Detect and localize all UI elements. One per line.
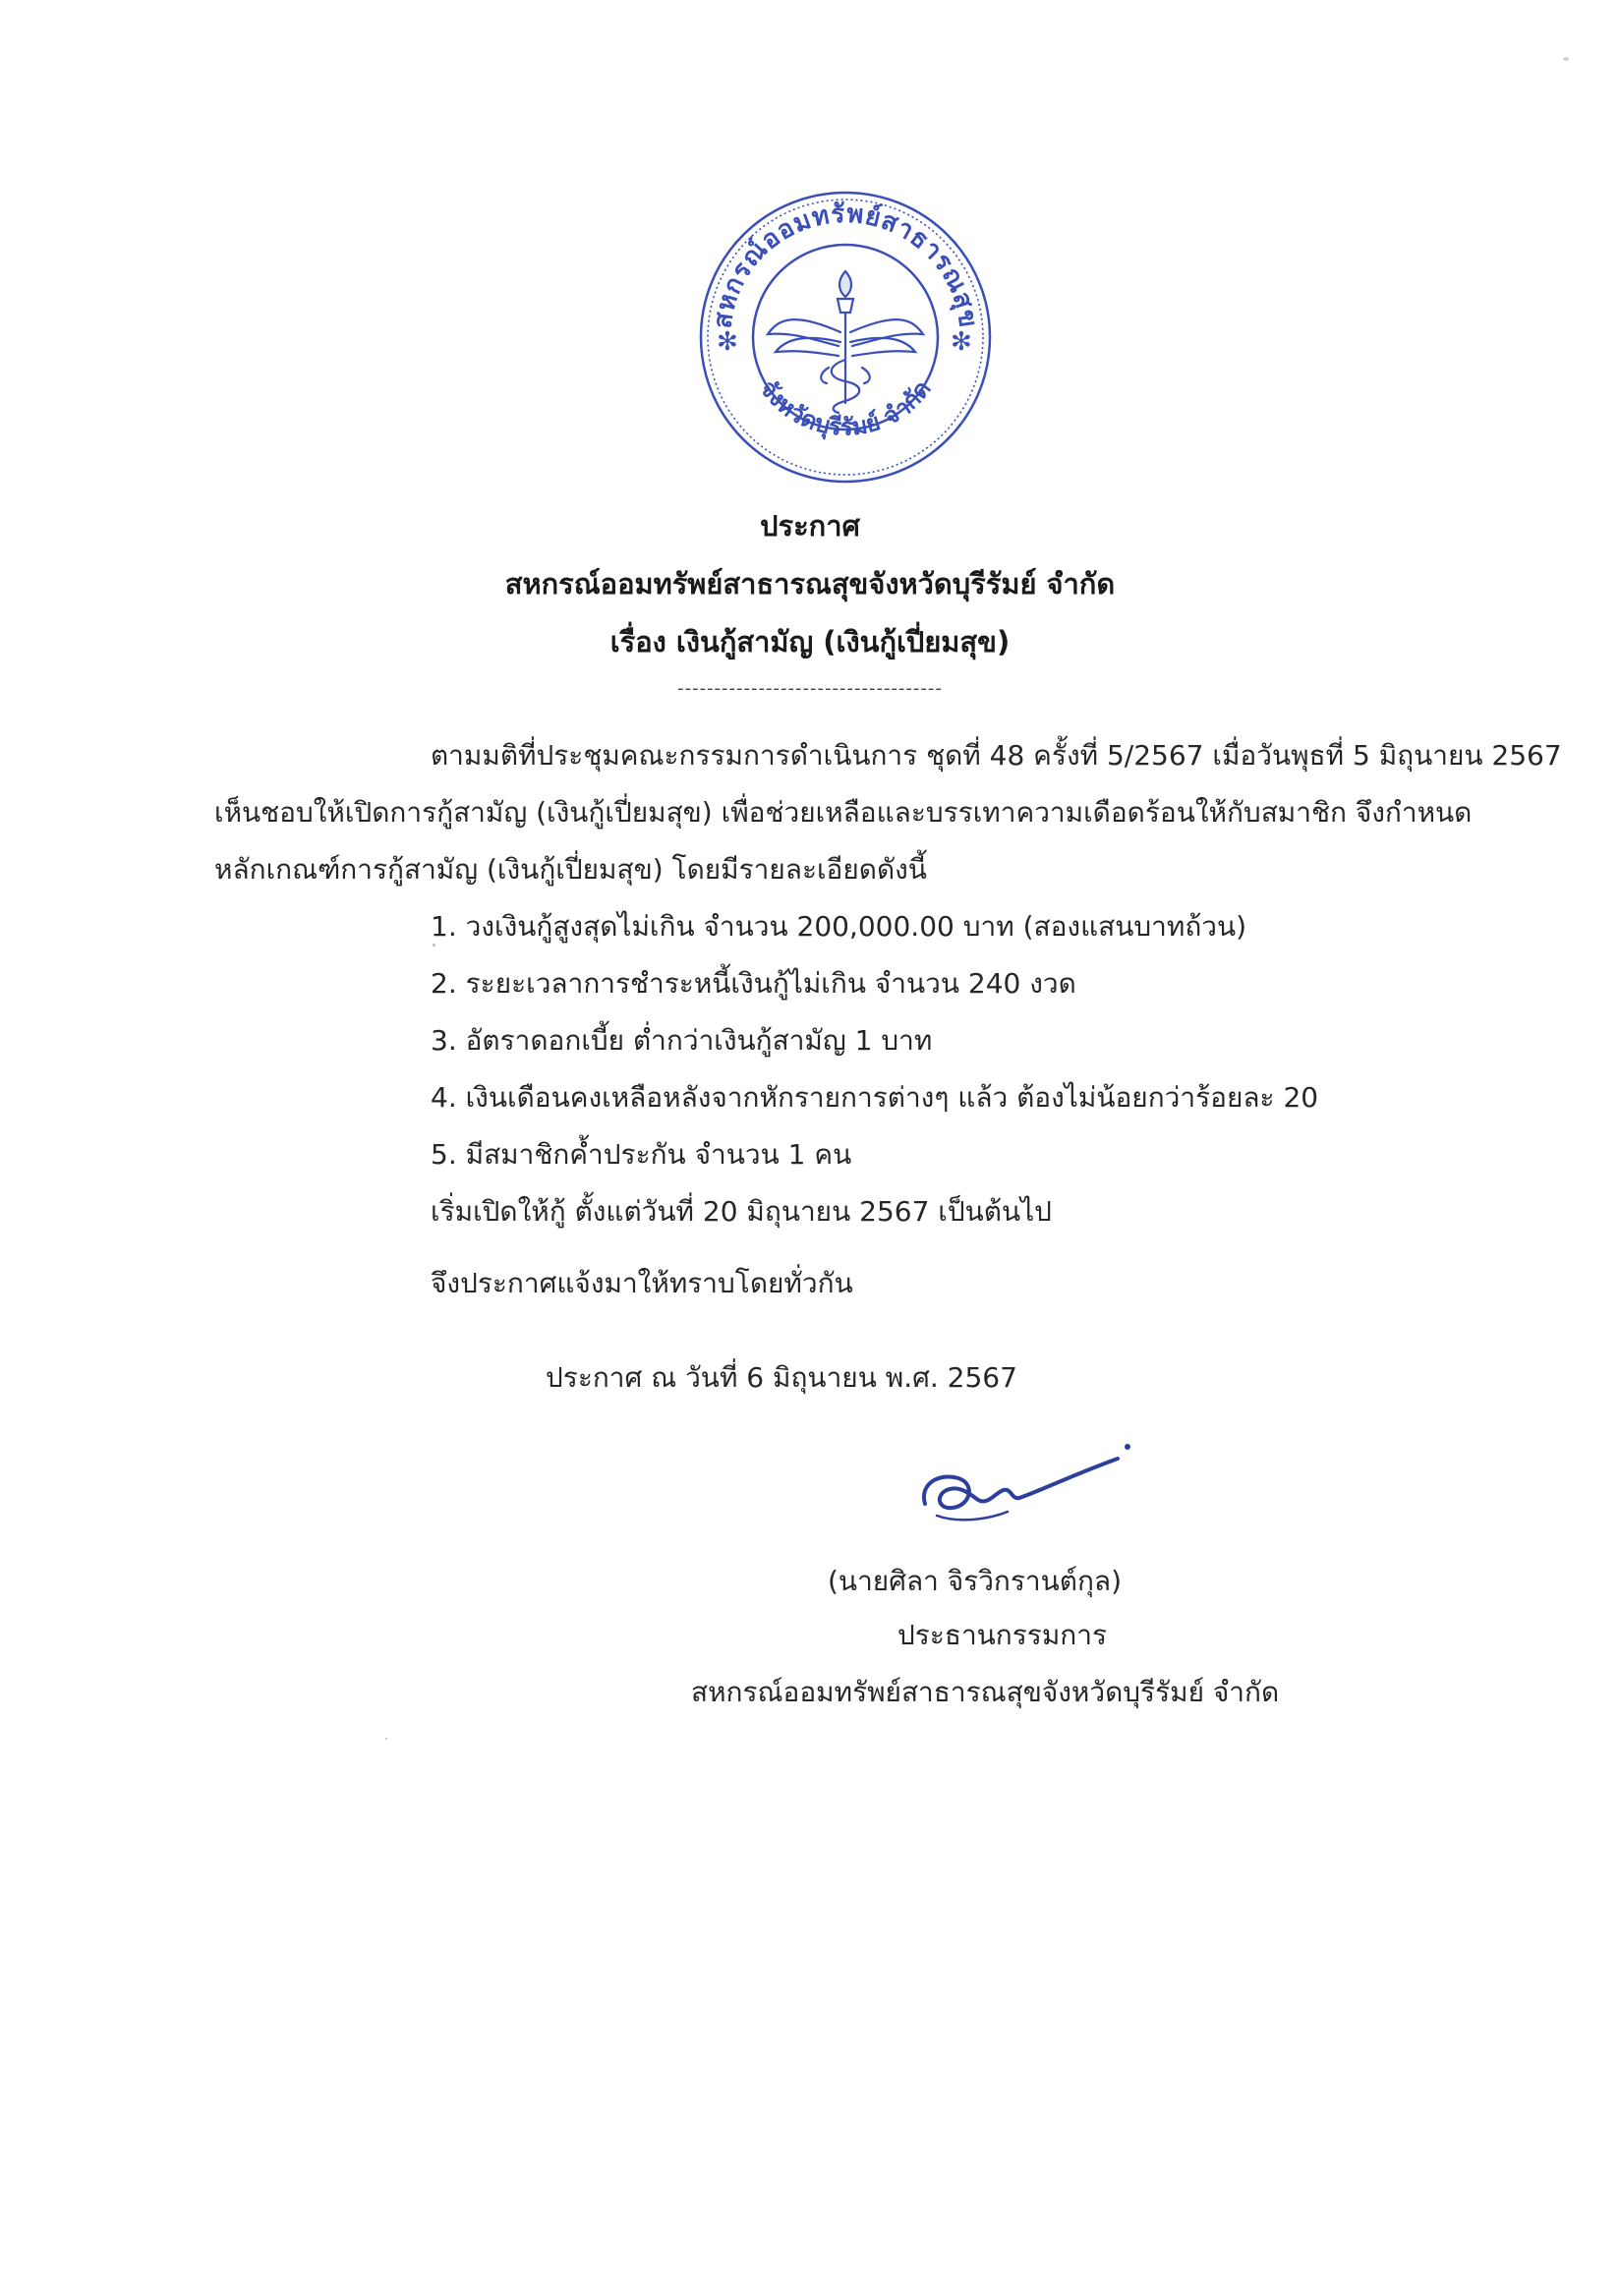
header-divider: ------------------------------------ — [677, 678, 943, 699]
criteria-item-2: 2. ระยะเวลาการชำระหนี้เงินกู้ไม่เกิน จำนวน 240 งวด — [431, 967, 1076, 1000]
closing-line: จึงประกาศแจ้งมาให้ทราบโดยทั่วกัน — [431, 1267, 853, 1299]
intro-line-1: ตามมติที่ประชุมคณะกรรมการดำเนินการ ชุดที่ 48 ครั้งที่ 5/2567 เมื่อวันพุธที่ 5 มิถุนายน 2567 — [431, 739, 1562, 772]
signatory-name: (นายศิลา จิรวิกรานต์กุล) — [828, 1565, 1122, 1597]
intro-line-2: เห็นชอบให้เปิดการกู้สามัญ (เงินกู้เปี่ยมสุข) เพื่อช่วยเหลือและบรรเทาความเดือดร้อนให้กับสมาชิก จึงกำหนด — [214, 796, 1473, 829]
cooperative-seal — [693, 185, 998, 489]
signatory-organization: สหกรณ์ออมทรัพย์สาธารณสุขจังหวัดบุรีรัมย์ จำกัด — [691, 1676, 1280, 1708]
announcement-title: ประกาศ — [760, 509, 860, 543]
svg-text:✻: ✻ — [717, 327, 738, 357]
criteria-item-1: 1. วงเงินกู้สูงสุดไม่เกิน จำนวน 200,000.00 บาท (สองแสนบาทถ้วน) — [431, 910, 1247, 943]
scan-speck — [1563, 57, 1569, 61]
caduceus-torch-icon — [768, 271, 923, 413]
scan-speck — [385, 1738, 387, 1740]
announcement-date: ประกาศ ณ วันที่ 6 มิถุนายน พ.ศ. 2567 — [546, 1361, 1017, 1394]
intro-line-3: หลักเกณฑ์การกู้สามัญ (เงินกู้เปี่ยมสุข) โดยมีรายละเอียดดังนี้ — [214, 853, 927, 886]
svg-text:จังหวัดบุรีรัมย์ จำกัด: จังหวัดบุรีรัมย์ จำกัด — [754, 374, 937, 441]
criteria-item-4: 4. เงินเดือนคงเหลือหลังจากหักรายการต่างๆ แล้ว ต้องไม่น้อยกว่าร้อยละ 20 — [431, 1081, 1319, 1114]
svg-text:✻: ✻ — [951, 327, 972, 357]
organization-name: สหกรณ์ออมทรัพย์สาธารณสุขจังหวัดบุรีรัมย์ จำกัด — [504, 567, 1116, 601]
handwritten-signature — [909, 1435, 1145, 1553]
start-date-line: เริ่มเปิดให้กู้ ตั้งแต่วันที่ 20 มิถุนายน 2567 เป็นต้นไป — [431, 1195, 1052, 1228]
scan-speck — [433, 944, 435, 947]
announcement-subject: เรื่อง เงินกู้สามัญ (เงินกู้เปี่ยมสุข) — [609, 625, 1011, 659]
criteria-item-3: 3. อัตราดอกเบี้ย ต่ำกว่าเงินกู้สามัญ 1 บาท — [431, 1024, 933, 1057]
signatory-position: ประธานกรรมการ — [897, 1619, 1108, 1651]
criteria-item-5: 5. มีสมาชิกค้ำประกัน จำนวน 1 คน — [431, 1138, 852, 1171]
svg-text:สหกรณ์ออมทรัพย์สาธารณสุข: สหกรณ์ออมทรัพย์สาธารณสุข — [708, 199, 983, 331]
